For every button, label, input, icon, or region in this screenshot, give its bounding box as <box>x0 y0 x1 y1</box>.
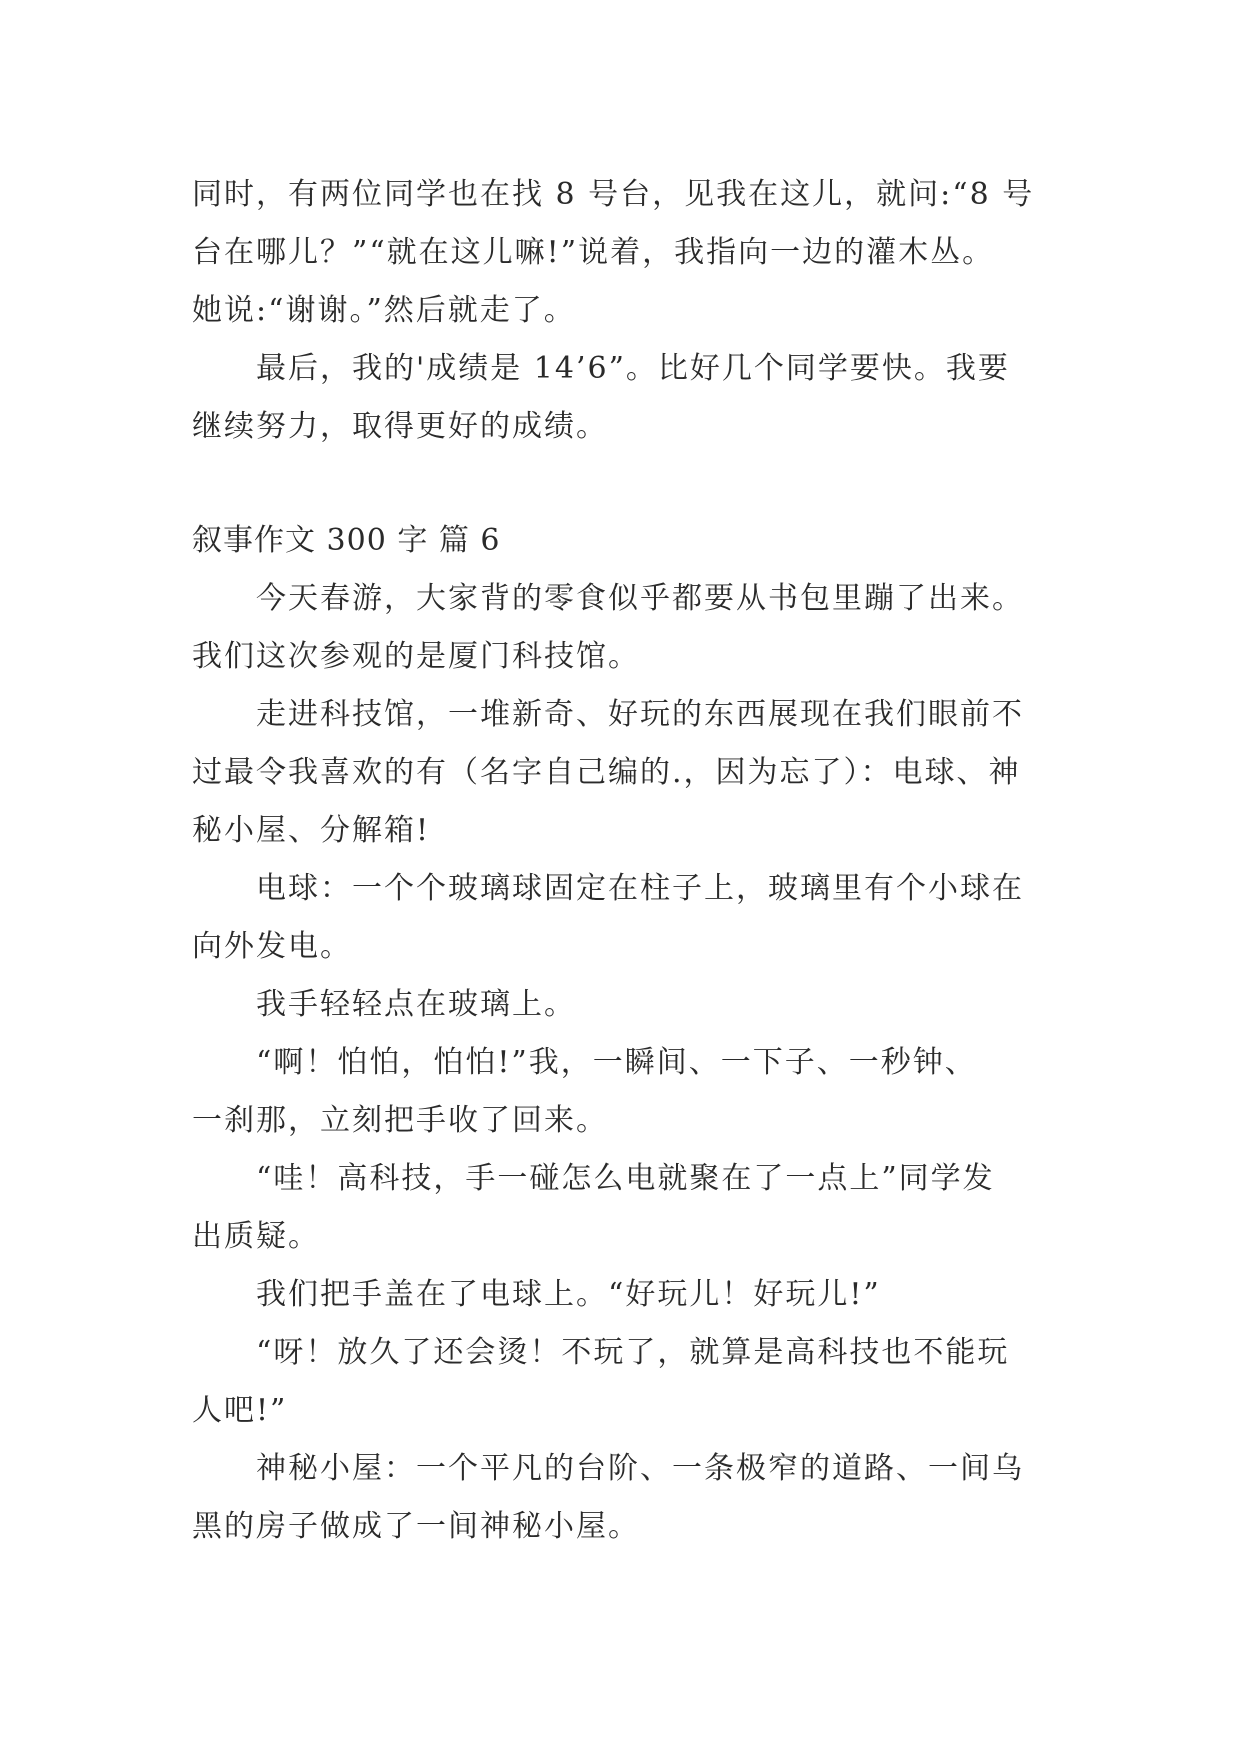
paragraph-line: 我们把手盖在了电球上。“好玩儿！好玩儿!” <box>256 1277 881 1312</box>
paragraph-line: 走进科技馆，一堆新奇、好玩的东西展现在我们眼前不 <box>256 697 1024 732</box>
paragraph-line: 一刹那，立刻把手收了回来。 <box>192 1103 608 1138</box>
paragraph-line: 最后，我的'成绩是 14’6”。比好几个同学要快。我要 <box>256 351 1010 386</box>
section-spacer <box>192 456 1072 512</box>
paragraph-line: 她说:“谢谢。”然后就走了。 <box>192 293 576 328</box>
paragraph-line: 今天春游，大家背的零食似乎都要从书包里蹦了出来。 <box>256 581 1024 616</box>
paragraph-line: 神秘小屋：一个平凡的台阶、一条极窄的道路、一间乌 <box>256 1451 1024 1486</box>
paragraph-line: 向外发电。 <box>192 929 352 964</box>
document-body <box>192 166 1072 1556</box>
paragraph-line: “哇！高科技，手一碰怎么电就聚在了一点上”同学发 <box>256 1161 995 1196</box>
paragraph-line: 同时，有两位同学也在找 8 号台，见我在这儿，就问:“8 号 <box>192 177 1035 212</box>
paragraph-line: 电球：一个个玻璃球固定在柱子上，玻璃里有个小球在 <box>256 871 1024 906</box>
paragraph-line: 人吧!” <box>192 1393 288 1428</box>
section-heading: 叙事作文 300 字 篇 6 <box>192 523 501 558</box>
paragraph-line: “啊！怕怕，怕怕!”我，一瞬间、一下子、一秒钟、 <box>256 1045 977 1080</box>
paragraph-line: 黑的房子做成了一间神秘小屋。 <box>192 1509 640 1544</box>
paragraph-line: 我们这次参观的是厦门科技馆。 <box>192 639 640 674</box>
paragraph-line: 台在哪儿？”“就在这儿嘛!”说着，我指向一边的灌木丛。 <box>192 235 995 270</box>
paragraph-line: “呀！放久了还会烫！不玩了，就算是高科技也不能玩 <box>256 1335 1010 1370</box>
paragraph-line: 出质疑。 <box>192 1219 320 1254</box>
paragraph-line: 继续努力，取得更好的成绩。 <box>192 409 608 444</box>
paragraph-line: 秘小屋、分解箱! <box>192 813 431 848</box>
paragraph-line: 我手轻轻点在玻璃上。 <box>256 987 576 1022</box>
paragraph-line: 过最令我喜欢的有（名字自己编的.，因为忘了）：电球、神 <box>192 755 1021 790</box>
